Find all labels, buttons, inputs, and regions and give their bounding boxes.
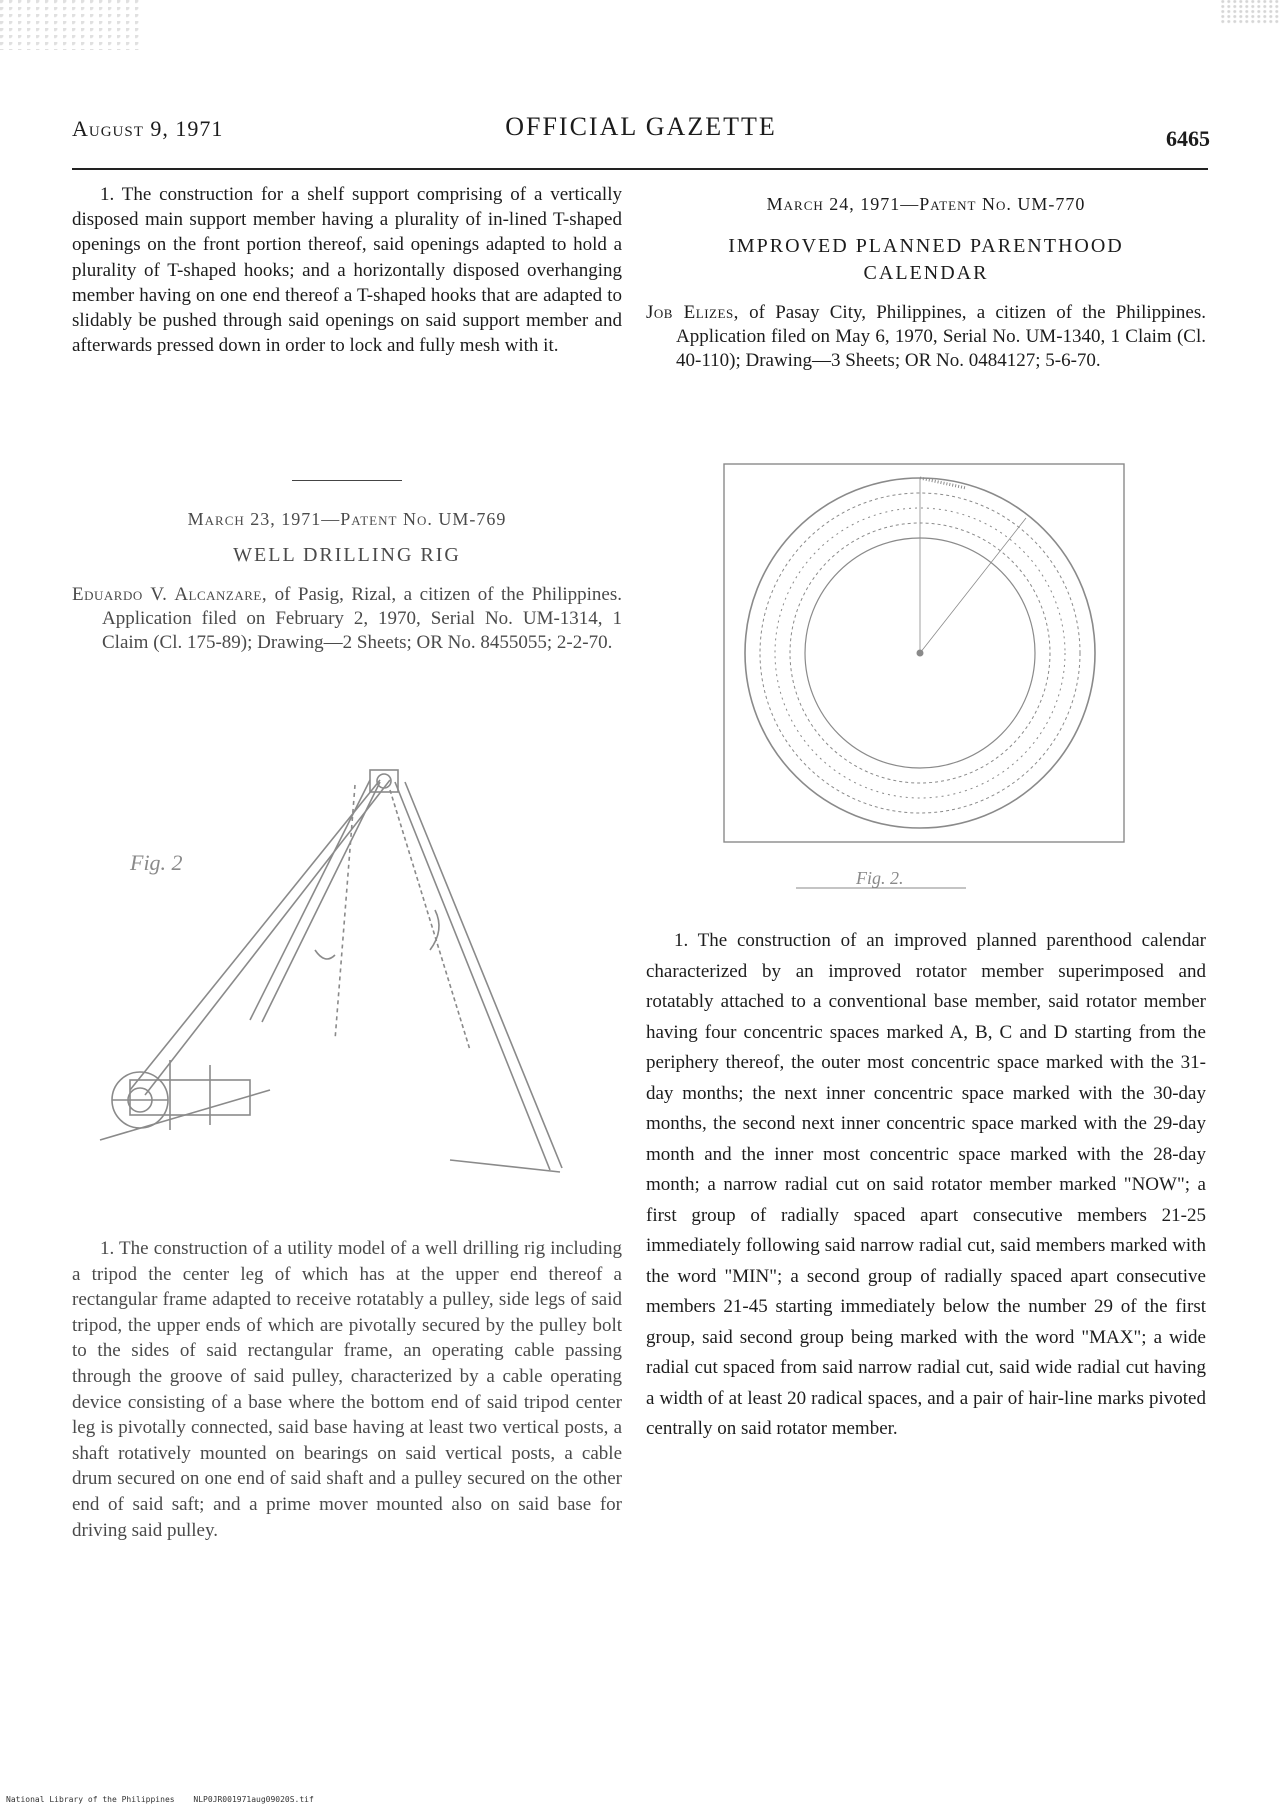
application-details: of Pasig, Rizal, a citizen of the Philippines. Application filed on February 2, 1970, Serial No. UM-1314, 1 Claim (Cl. 175-89); Drawing—2 Sheets; OR No. 8455055; 2-2-70. [102,584,622,653]
tripod-right-leg-edge [405,782,562,1168]
patent-line: March 24, 1971—Patent No. UM-770 [766,194,1086,214]
patent-um-769-heading [72,480,622,655]
page-number: 6465 [1166,126,1210,151]
patent-title: WELL DRILLING RIG [233,544,461,566]
scan-footer [6,1795,328,1804]
well-drilling-rig-drawing [90,760,610,1220]
figure-label: Fig. 2 [130,850,183,875]
operating-cable-right [390,790,470,1050]
left-column-bottom [72,1236,622,1543]
page-header [72,108,1210,152]
inventor-name: Job Elizes, [646,302,739,323]
hairline-mark [920,518,1026,653]
header-rule [72,168,1208,170]
scan-speckle [0,0,140,50]
well-drilling-rig-claim: 1. The construction of a utility model of a well drilling rig including a tripod the center leg of which has at the upper end thereof a rectangular frame adapted to receive rotatably a pulley, side legs of said tripod, the upper ends of which are pivotally secured by the pulley bolt to the sides of said rectangular frame, an operating cable passing through the groove of said pulley, characterized by a cable operating device consisting of a base where the bottom end of said tripod center leg is pivotally connected, said base having at least two vertical posts, a shaft rotatively mounted on bearings on said vertical posts, a cable drum secured on one end of said shaft and a pulley secured on the other end of said saft; and a prime mover mounted also on said base for driving said pulley. [72,1238,622,1541]
calendar-claim: 1. The construction of an improved planned parenthood calendar characterized by an improved rotator member superimposed and rotatably attached to a conventional base member, said rotator member having four concentric spaces marked A, B, C and D starting from the periphery thereof, the outer most concentric space marked with the 31-day months; the next inner concentric space marked with the 30-day months, the second next inner concentric space marked with the 29-day month and the inner most concentric space marked with the 28-day month; a narrow radial cut on said rotator member marked "NOW"; a first group of radially spaced apart consecutive members 21-25 immediately following said narrow radial cut, said members marked with the word "MIN"; a second group of radially spaced apart consecutive members 21-45 starting immediately below the number 29 of the first group, said second group being marked with the word "MAX"; a wide radial cut spaced from said narrow radial cut, said wide radial cut having a width of at least 20 radical spaces, and a pair of hair-line marks pivoted centrally on said rotator member. [646,930,1206,1439]
tripod-center-leg [250,780,370,1020]
figure-label: Fig. 2. [856,868,904,888]
shelf-support-claim: 1. The construction for a shelf support comprising of a vertically disposed main support member having a plurality of in-lined T-shaped openings on the front portion thereof, said openings adapted to hold a plurality of T-shaped hooks; and a horizontally disposed overhanging member having on one end thereof a T-shaped hooks that are adapted to slidably be pushed through said openings on said support member and afterwards pressed down in order to lock and fully mesh with it. [72,184,622,357]
inventor-info [72,583,622,655]
tripod-right-leg [395,782,550,1170]
patent-um-770-heading [646,194,1206,373]
right-column-bottom [646,926,1206,1445]
ground-line [450,1160,560,1172]
application-details: of Pasay City, Philippines, a citizen of the Philippines. Application filed on May 6, 1970, Serial No. UM-1340, 1 Claim (Cl. 40-110); Drawing—3 Sheets; OR No. 0484127; 5-6-70. [676,302,1206,371]
cable-hook [315,950,335,959]
section-separator [292,480,402,481]
patent-line: March 23, 1971—Patent No. UM-769 [187,509,507,529]
tripod-center-leg-edge [262,782,380,1022]
inventor-info [646,301,1206,373]
patent-title: IMPROVED PLANNED PARENTHOOD CALENDAR [728,235,1124,284]
calendar-drawing [706,448,1146,908]
scan-speckle [1221,0,1281,24]
library-credit: National Library of the Philippines [6,1795,175,1804]
tripod-left-leg [130,780,380,1090]
base-member [724,464,1124,842]
scan-filename: NLP0JR001971aug09020S.tif [193,1795,314,1804]
publication-title: OFFICIAL GAZETTE [505,112,777,141]
tripod-left-leg-edge [145,780,390,1095]
issue-date: August 9, 1971 [72,116,224,141]
left-column-top [72,182,622,358]
inventor-name: Eduardo V. Alcanzare, [72,584,268,605]
